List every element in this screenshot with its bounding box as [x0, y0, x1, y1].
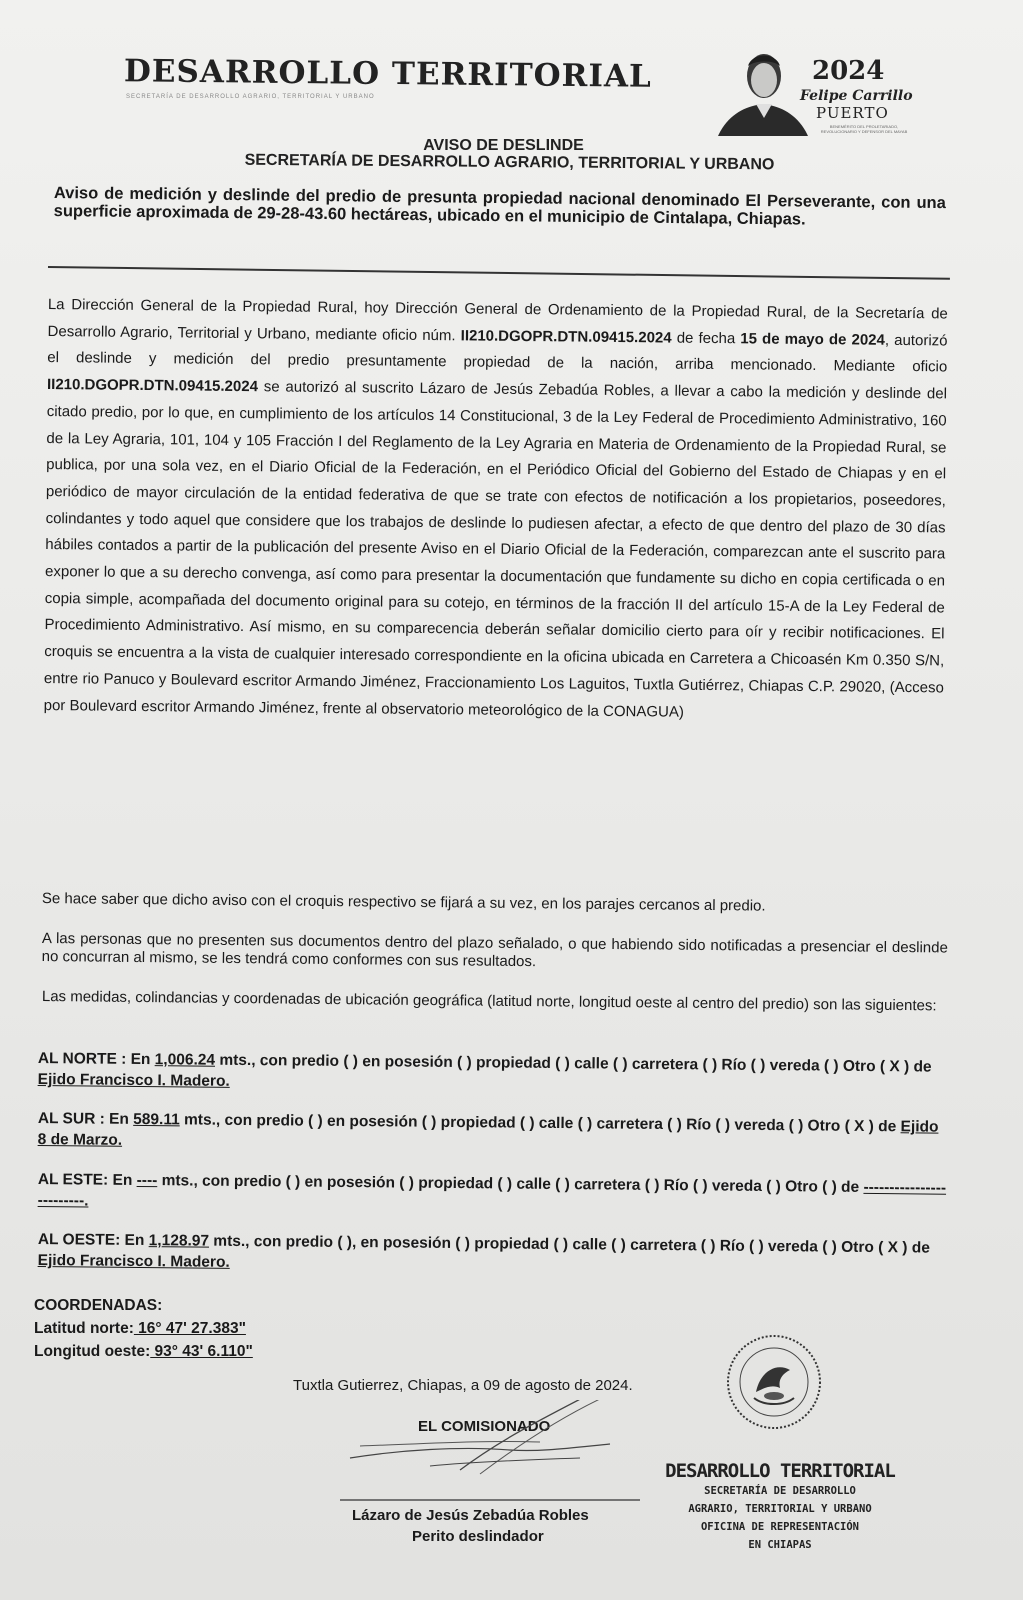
logo-tagline: BENEMÉRITO DEL PROLETARIADO, REVOLUCIONARIO Y DEFENSOR DEL MAYAB	[820, 124, 908, 134]
measure-sur	[38, 1108, 950, 1159]
oficio-date: 15 de mayo de 2024	[740, 329, 886, 349]
body-text-2: de fecha	[671, 329, 741, 347]
measure-norte-text: mts., con predio ( ) en posesión ( ) propiedad ( ) calle ( ) carretera ( ) Río ( ) vereda ( ) Otro ( X ) de	[214, 1051, 932, 1076]
body-text-3: , autorizó el deslinde y medición del predio presuntamente propiedad de la nación, arriba mencionado. Mediante oficio	[47, 331, 948, 376]
secretaria-title: SECRETARÍA DE DESARROLLO AGRARIO, TERRITORIAL Y URBANO	[244, 151, 775, 174]
paragraph-croquis: Se hace saber que dicho aviso con el croquis respectivo se fijará a su vez, en los parajes cercanos al predio.	[41, 890, 766, 915]
date-line: Tuxtla Gutierrez, Chiapas, a 09 de agosto de 2024.	[293, 1377, 633, 1394]
divider-line	[48, 266, 950, 280]
office-stamp	[660, 1460, 900, 1554]
measure-sur-colindante: Ejido 8 de Marzo.	[37, 1118, 939, 1149]
measure-este-text: mts., con predio ( ) en posesión ( ) propiedad ( ) calle ( ) carretera ( ) Río ( ) vereda ( ) Otro ( ) de	[157, 1172, 864, 1196]
measure-oeste-value: 1,128.97	[148, 1232, 210, 1250]
measure-este	[38, 1169, 950, 1220]
signature-role: EL COMISIONADO	[418, 1418, 551, 1435]
subject-paragraph: Aviso de medición y deslinde del predio de presunta propiedad nacional denominado El Perseverante, con una superficie aproximada de 29-28-43.60 hectáreas, ubicado en el municipio de Cintalapa, Chiapas.	[53, 184, 946, 229]
latitude-label: Latitud norte:	[34, 1320, 134, 1337]
longitude-label: Longitud oeste:	[34, 1343, 151, 1360]
logo-year: 2024	[812, 56, 885, 86]
latitude-line	[34, 1317, 253, 1340]
paragraph-medidas: Las medidas, colindancias y coordenadas de ubicación geográfica (latitud norte, longitud oeste al centro del predio) son las siguientes:	[41, 988, 937, 1015]
portrait-icon	[718, 44, 808, 136]
measure-norte-value: 1,006.24	[154, 1051, 216, 1069]
logo-name-line1: Felipe Carrillo	[800, 88, 913, 104]
measure-oeste-label: AL OESTE: En	[37, 1230, 149, 1250]
measure-norte-label: AL NORTE : En	[37, 1049, 155, 1069]
stamp-line4: OFICINA DE REPRESENTACIÓN	[700, 1521, 860, 1533]
body-text-1: La Dirección General de la Propiedad Rural, hoy Dirección General de Ordenamiento de la Propiedad Rural, de la Secretaría de Desarrollo Agrario, Territorial y Urbano, mediante oficio núm.	[47, 295, 948, 345]
stamp-line3: AGRARIO, TERRITORIAL Y URBANO	[688, 1503, 872, 1515]
logo-name-line2: PUERTO	[816, 104, 889, 122]
measure-norte	[38, 1048, 950, 1099]
oficio-number-2: II210.DGOPR.DTN.09415.2024	[46, 376, 259, 396]
coordinates-heading: COORDENADAS:	[34, 1297, 163, 1314]
handwritten-signature	[340, 1400, 660, 1510]
measure-sur-value: 589.11	[133, 1110, 180, 1129]
body-text-4: se autorizó al suscrito Lázaro de Jesús Zebadúa Robles, a llevar a cabo la medición y deslinde del citado predio, por lo que, en cumplimiento de los artículos 14 Constitucional, 3 de la Ley Federal de Procedimiento Administrativo, 160 de la Ley Agraria, 101, 104 y 105 Fracción I del Reglamento de la Ley Agraria en Materia de Ordenamiento de la Propiedad Rural, se publica, por una sola vez, en el Diario Oficial de la Federación, en el Periódico Oficial del Gobierno del Estado de Chiapas y en el periódico de mayor circulación de la entidad federativa de que se trate con efectos de notificación a los propietarios, poseedores, colindantes y todo aquel que considere que los trabajos de deslinde lo pudiesen afectar, a efecto de que dentro del plazo de 30 días hábiles contados a partir de la publicación del presente Aviso en el Diario Oficial de la Federación, comparezcan ante el suscrito para exponer lo que a su derecho convenga, así como para presentar la documentación que fundamente su dicho en copia certificada o en copia simple, acompañada del documento original para su cotejo, en términos de la fracción II del artículo 15-A de la Ley Federal de Procedimiento Administrativo. Así mismo, en su comparecencia deberán señalar domicilio cierto para oír y recibir notificaciones. El croquis se encuentra a la vista de cualquier interesado correspondiente en la oficina ubicada en Carretera a Chicoasén Km 0.350 S/N, entre rio Panuco y Boulevard escritor Armando Jiménez, Fraccionamiento Los Laguitos, Tuxtla Gutiérrez, Chiapas C.P. 29020, (Acceso por Boulevard escritor Armando Jiménez, frente al observatorio meteorológico de la CONAGUA)	[43, 378, 948, 721]
stamp-line2: SECRETARÍA DE DESARROLLO	[704, 1485, 856, 1497]
paragraph-conformes: A las personas que no presenten sus documentos dentro del plazo señalado, o que habiendo sido notificadas a presenciar el deslinde no concurran al mismo, se les tendrá como conformes con sus resultados.	[41, 930, 948, 971]
stamp-line5: EN CHIAPAS	[748, 1539, 812, 1551]
main-body-paragraph	[44, 292, 948, 729]
measure-este-label: AL ESTE: En	[37, 1170, 137, 1189]
stamp-line1: DESARROLLO TERRITORIAL	[665, 1460, 895, 1482]
measure-este-colindante: -------------------------.	[37, 1178, 947, 1210]
mexico-seal-icon	[724, 1332, 824, 1432]
header-subtitle: SECRETARÍA DE DESARROLLO AGRARIO, TERRITORIAL Y URBANO	[126, 94, 375, 100]
measure-sur-text: mts., con predio ( ) en posesión ( ) propiedad ( ) calle ( ) carretera ( ) Río ( ) vereda ( ) Otro ( X ) de	[179, 1111, 901, 1136]
coordinates-block	[34, 1294, 253, 1363]
measure-oeste-colindante: Ejido Francisco I. Madero.	[37, 1251, 230, 1271]
measure-oeste-text: mts., con predio ( ), en posesión ( ) propiedad ( ) calle ( ) carretera ( ) Río ( ) vereda ( ) Otro ( X ) de	[208, 1232, 930, 1257]
header-title: DESARROLLO TERRITORIAL	[123, 53, 652, 95]
measure-sur-label: AL SUR : En	[37, 1109, 134, 1128]
longitude-value: 93° 43' 6.110"	[150, 1343, 253, 1360]
measure-este-value: ----	[136, 1171, 158, 1190]
oficio-number-1: II210.DGOPR.DTN.09415.2024	[460, 327, 672, 347]
measure-norte-colindante: Ejido Francisco I. Madero.	[37, 1070, 230, 1090]
signer-name: Lázaro de Jesús Zebadúa Robles	[352, 1507, 589, 1524]
aviso-title: AVISO DE DESLINDE	[423, 137, 584, 154]
longitude-line	[34, 1340, 253, 1363]
latitude-value: 16° 47' 27.383"	[133, 1320, 246, 1337]
measure-oeste	[38, 1229, 950, 1280]
signer-title: Perito deslindador	[412, 1528, 544, 1545]
